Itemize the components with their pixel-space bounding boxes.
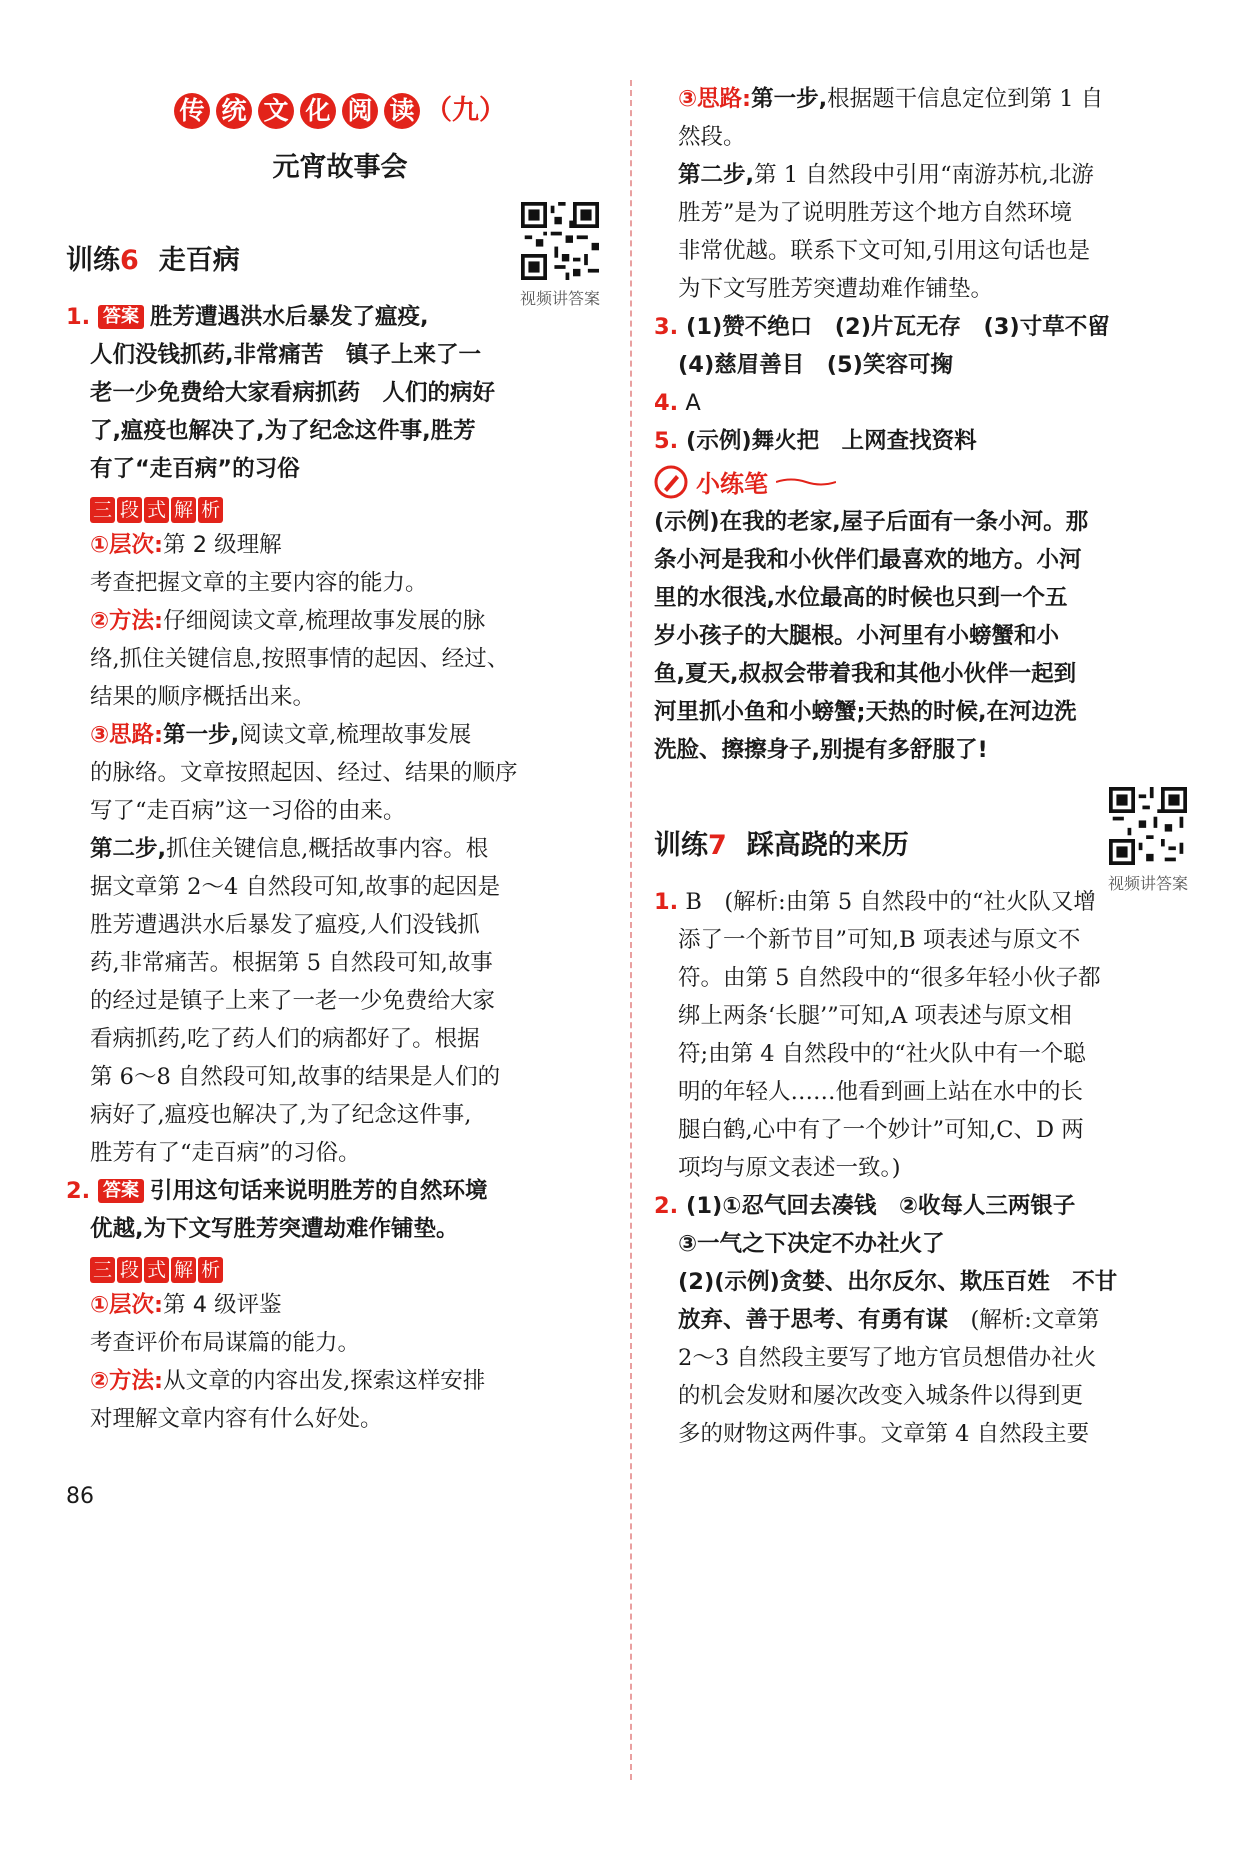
q5-number: 5. [654, 428, 679, 454]
train7-header [654, 769, 1202, 893]
step-text: 非常优越。联系下文可知,引用这句话也是 [678, 238, 1091, 264]
step-label: 第二步, [678, 162, 755, 188]
t7q1-number: 1. [654, 889, 679, 915]
practice-label: 小练笔 [696, 470, 768, 498]
r-idea [654, 80, 1202, 118]
q1-line: 了,瘟疫也解决了,为了纪念这件事,胜芳 [90, 418, 476, 444]
level-label: ①层次: [90, 1292, 164, 1318]
q4-number: 4. [654, 390, 679, 416]
q2-level [66, 1286, 614, 1324]
step-label: 第一步, [163, 722, 240, 748]
qr-code[interactable] [1098, 787, 1198, 894]
step-text: 抓住关键信息,概括故事内容。根 [166, 836, 489, 862]
practice-text: 鱼,夏天,叔叔会带着我和其他小伙伴一起到 [654, 661, 1077, 687]
qr-caption: 视频讲答案 [519, 289, 600, 308]
sanduan-char: 式 [144, 1257, 169, 1283]
t7q2-text: (解析:文章第 [948, 1307, 1100, 1333]
method-text: 从文章的内容出发,探索这样安排 [163, 1368, 486, 1394]
train6-header [66, 184, 614, 308]
t7q1-text: 明的年轻人……他看到画上站在水中的长 [678, 1079, 1084, 1105]
q1-level [66, 526, 614, 564]
q1-number: 1. [66, 304, 91, 330]
practice-underline [776, 477, 836, 487]
q2-number: 2. [66, 1178, 91, 1204]
step-text: 看病抓药,吃了药人们的病都好了。根据 [90, 1026, 480, 1052]
t7q2-text: 的机会发财和屡次改变入城条件以得到更 [678, 1383, 1084, 1409]
title-char: 统 [216, 93, 252, 129]
method-text: 仔细阅读文章,梳理故事发展的脉 [163, 608, 486, 634]
train-name: 走百病 [158, 245, 240, 276]
train-number: 6 [120, 245, 139, 276]
t7q1-text: B (解析:由第 5 自然段中的“社火队又增 [685, 889, 1096, 915]
title-chars [174, 93, 420, 129]
step-text: 据文章第 2～4 自然段可知,故事的起因是 [90, 874, 501, 900]
train7-title [654, 823, 909, 862]
t7q1-text: 符;由第 4 自然段中的“社火队中有一个聪 [678, 1041, 1086, 1067]
practice-text: 条小河是我和小伙伴们最喜欢的地方。小河 [654, 547, 1082, 573]
q1-step2 [66, 830, 614, 868]
t7q2-text: 多的财物这两件事。文章第 4 自然段主要 [678, 1421, 1090, 1447]
sanduan-tag [66, 488, 614, 526]
answer-tag: 答案 [98, 1179, 144, 1203]
q1-level-desc: 考查把握文章的主要内容的能力。 [90, 570, 428, 596]
method-text: 对理解文章内容有什么好处。 [90, 1406, 383, 1432]
t7q1-text: 项均与原文表述一致。) [678, 1155, 901, 1181]
t7q1-text: 添了一个新节目”可知,B 项表述与原文不 [678, 927, 1081, 953]
practice-text: 洗脸、擦擦身子,别提有多舒服了! [654, 737, 988, 763]
idea-text: 阅读文章,梳理故事发展 [239, 722, 472, 748]
q4-line [654, 384, 1202, 422]
sanduan-chars [90, 497, 223, 523]
train-label: 训练 [654, 830, 708, 861]
page-number: 86 [66, 1484, 94, 1509]
q1-line: 有了“走百病”的习俗 [90, 456, 300, 482]
t7q1-text: 腿白鹤,心中有了一个妙计”可知,C、D 两 [678, 1117, 1084, 1143]
idea-label: ③思路: [90, 722, 164, 748]
step-label: 第二步, [90, 836, 167, 862]
q3-number: 3. [654, 314, 679, 340]
q2-method [66, 1362, 614, 1400]
section-title [66, 88, 614, 129]
step-label: 第一步, [751, 86, 828, 112]
title-char: 阅 [342, 93, 378, 129]
step-text: 病好了,瘟疫也解决了,为了纪念这件事, [90, 1102, 472, 1128]
step-text: 第 6～8 自然段可知,故事的结果是人们的 [90, 1064, 501, 1090]
sanduan-char: 三 [90, 497, 115, 523]
t7q2-text: (1)①忍气回去凑钱 ②收每人三两银子 [686, 1193, 1076, 1219]
qr-code-icon [521, 202, 599, 280]
t7q2-text: ③一气之下决定不办社火了 [678, 1231, 945, 1257]
train-number: 7 [708, 830, 727, 861]
step-text: 药,非常痛苦。根据第 5 自然段可知,故事 [90, 950, 493, 976]
qr-caption: 视频讲答案 [1107, 874, 1188, 893]
answer-tag: 答案 [98, 305, 144, 329]
t7q2-first-line [654, 1187, 1202, 1225]
sanduan-char: 解 [171, 1257, 196, 1283]
sanduan-chars [90, 1257, 223, 1283]
q1-line: 胜芳遭遇洪水后暴发了瘟疫, [150, 304, 429, 330]
title-char: 传 [174, 93, 210, 129]
t7q2-text: 2～3 自然段主要写了地方官员想借办社火 [678, 1345, 1097, 1371]
q5-text: (示例)舞火把 上网查找资料 [686, 428, 977, 454]
method-label: ②方法: [90, 1368, 164, 1394]
method-text: 结果的顺序概括出来。 [90, 684, 316, 710]
practice-text: (示例)在我的老家,屋子后面有一条小河。那 [654, 509, 1089, 535]
q2-line: 引用这句话来说明胜芳的自然环境 [150, 1178, 488, 1204]
sanduan-char: 式 [144, 497, 169, 523]
step-text: 胜芳”是为了说明胜芳这个地方自然环境 [678, 200, 1073, 226]
train6-title [66, 238, 240, 277]
step-text: 第 1 自然段中引用“南游苏杭,北游 [754, 162, 1094, 188]
idea-text: 根据题干信息定位到第 1 自 [827, 86, 1104, 112]
title-char: 文 [258, 93, 294, 129]
method-label: ②方法: [90, 608, 164, 634]
q3-text: (1)赞不绝口 (2)片瓦无存 (3)寸草不留 [686, 314, 1110, 340]
step-text: 胜芳有了“走百病”的习俗。 [90, 1140, 361, 1166]
train-label: 训练 [66, 245, 120, 276]
title-paren: （九） [425, 95, 507, 126]
step-text: 为下文写胜芳突遭劫难作铺垫。 [678, 276, 994, 302]
t7q2-text: 放弃、善于思考、有勇有谋 [678, 1307, 949, 1333]
qr-code[interactable] [510, 202, 610, 309]
sanduan-char: 解 [171, 497, 196, 523]
subtitle: 元宵故事会 [272, 152, 408, 183]
title-char: 化 [300, 93, 336, 129]
title-char: 读 [384, 93, 420, 129]
q2-line: 优越,为下文写胜芳突遭劫难作铺垫。 [90, 1216, 459, 1242]
practice-text: 岁小孩子的大腿根。小河里有小螃蟹和小 [654, 623, 1060, 649]
idea-text: 写了“走百病”这一习俗的由来。 [90, 798, 406, 824]
sanduan-char: 段 [117, 1257, 142, 1283]
q1-idea [66, 716, 614, 754]
sanduan-char: 三 [90, 1257, 115, 1283]
sanduan-char: 析 [198, 1257, 223, 1283]
pen-icon [654, 465, 688, 499]
q2-level-desc: 考查评价布局谋篇的能力。 [90, 1330, 361, 1356]
level-text: 第 4 级评鉴 [163, 1292, 282, 1318]
level-label: ①层次: [90, 532, 164, 558]
train-name: 踩高跷的来历 [746, 830, 909, 861]
practice-text: 河里抓小鱼和小螃蟹;天热的时候,在河边洗 [654, 699, 1077, 725]
t7q2-number: 2. [654, 1193, 679, 1219]
step-text: 胜芳遭遇洪水后暴发了瘟疫,人们没钱抓 [90, 912, 480, 938]
q1-line: 老一少免费给大家看病抓药 人们的病好 [90, 380, 496, 406]
t7q2-line4 [654, 1301, 1202, 1339]
column-divider [630, 80, 632, 1780]
sanduan-tag [66, 1248, 614, 1286]
idea-text: 的脉络。文章按照起因、经过、结果的顺序 [90, 760, 518, 786]
practice-text: 里的水很浅,水位最高的时候也只到一个五 [654, 585, 1068, 611]
step-text: 的经过是镇子上来了一老一少免费给大家 [90, 988, 496, 1014]
left-column [66, 80, 614, 1438]
t7q1-text: 绑上两条‘长腿’”可知,A 项表述与原文相 [678, 1003, 1072, 1029]
t7q1-text: 符。由第 5 自然段中的“很多年轻小伙子都 [678, 965, 1101, 991]
q1-method [66, 602, 614, 640]
qr-code-icon [1109, 787, 1187, 865]
level-text: 第 2 级理解 [163, 532, 282, 558]
q4-text: A [685, 390, 701, 416]
sanduan-char: 段 [117, 497, 142, 523]
sanduan-char: 析 [198, 497, 223, 523]
q2-first-line [66, 1172, 614, 1210]
idea-text: 然段。 [678, 124, 746, 150]
t7q2-text: (2)(示例)贪婪、出尔反尔、欺压百姓 不甘 [678, 1269, 1118, 1295]
method-text: 络,抓住关键信息,按照事情的起因、经过、 [90, 646, 510, 672]
q1-line: 人们没钱抓药,非常痛苦 镇子上来了一 [90, 342, 482, 368]
q3-line [654, 308, 1202, 346]
q3-text: (4)慈眉善目 (5)笑容可掬 [678, 352, 953, 378]
q5-line [654, 422, 1202, 460]
idea-label: ③思路: [678, 86, 752, 112]
right-column [654, 80, 1202, 1453]
practice-header [654, 464, 1202, 499]
r-step2 [654, 156, 1202, 194]
